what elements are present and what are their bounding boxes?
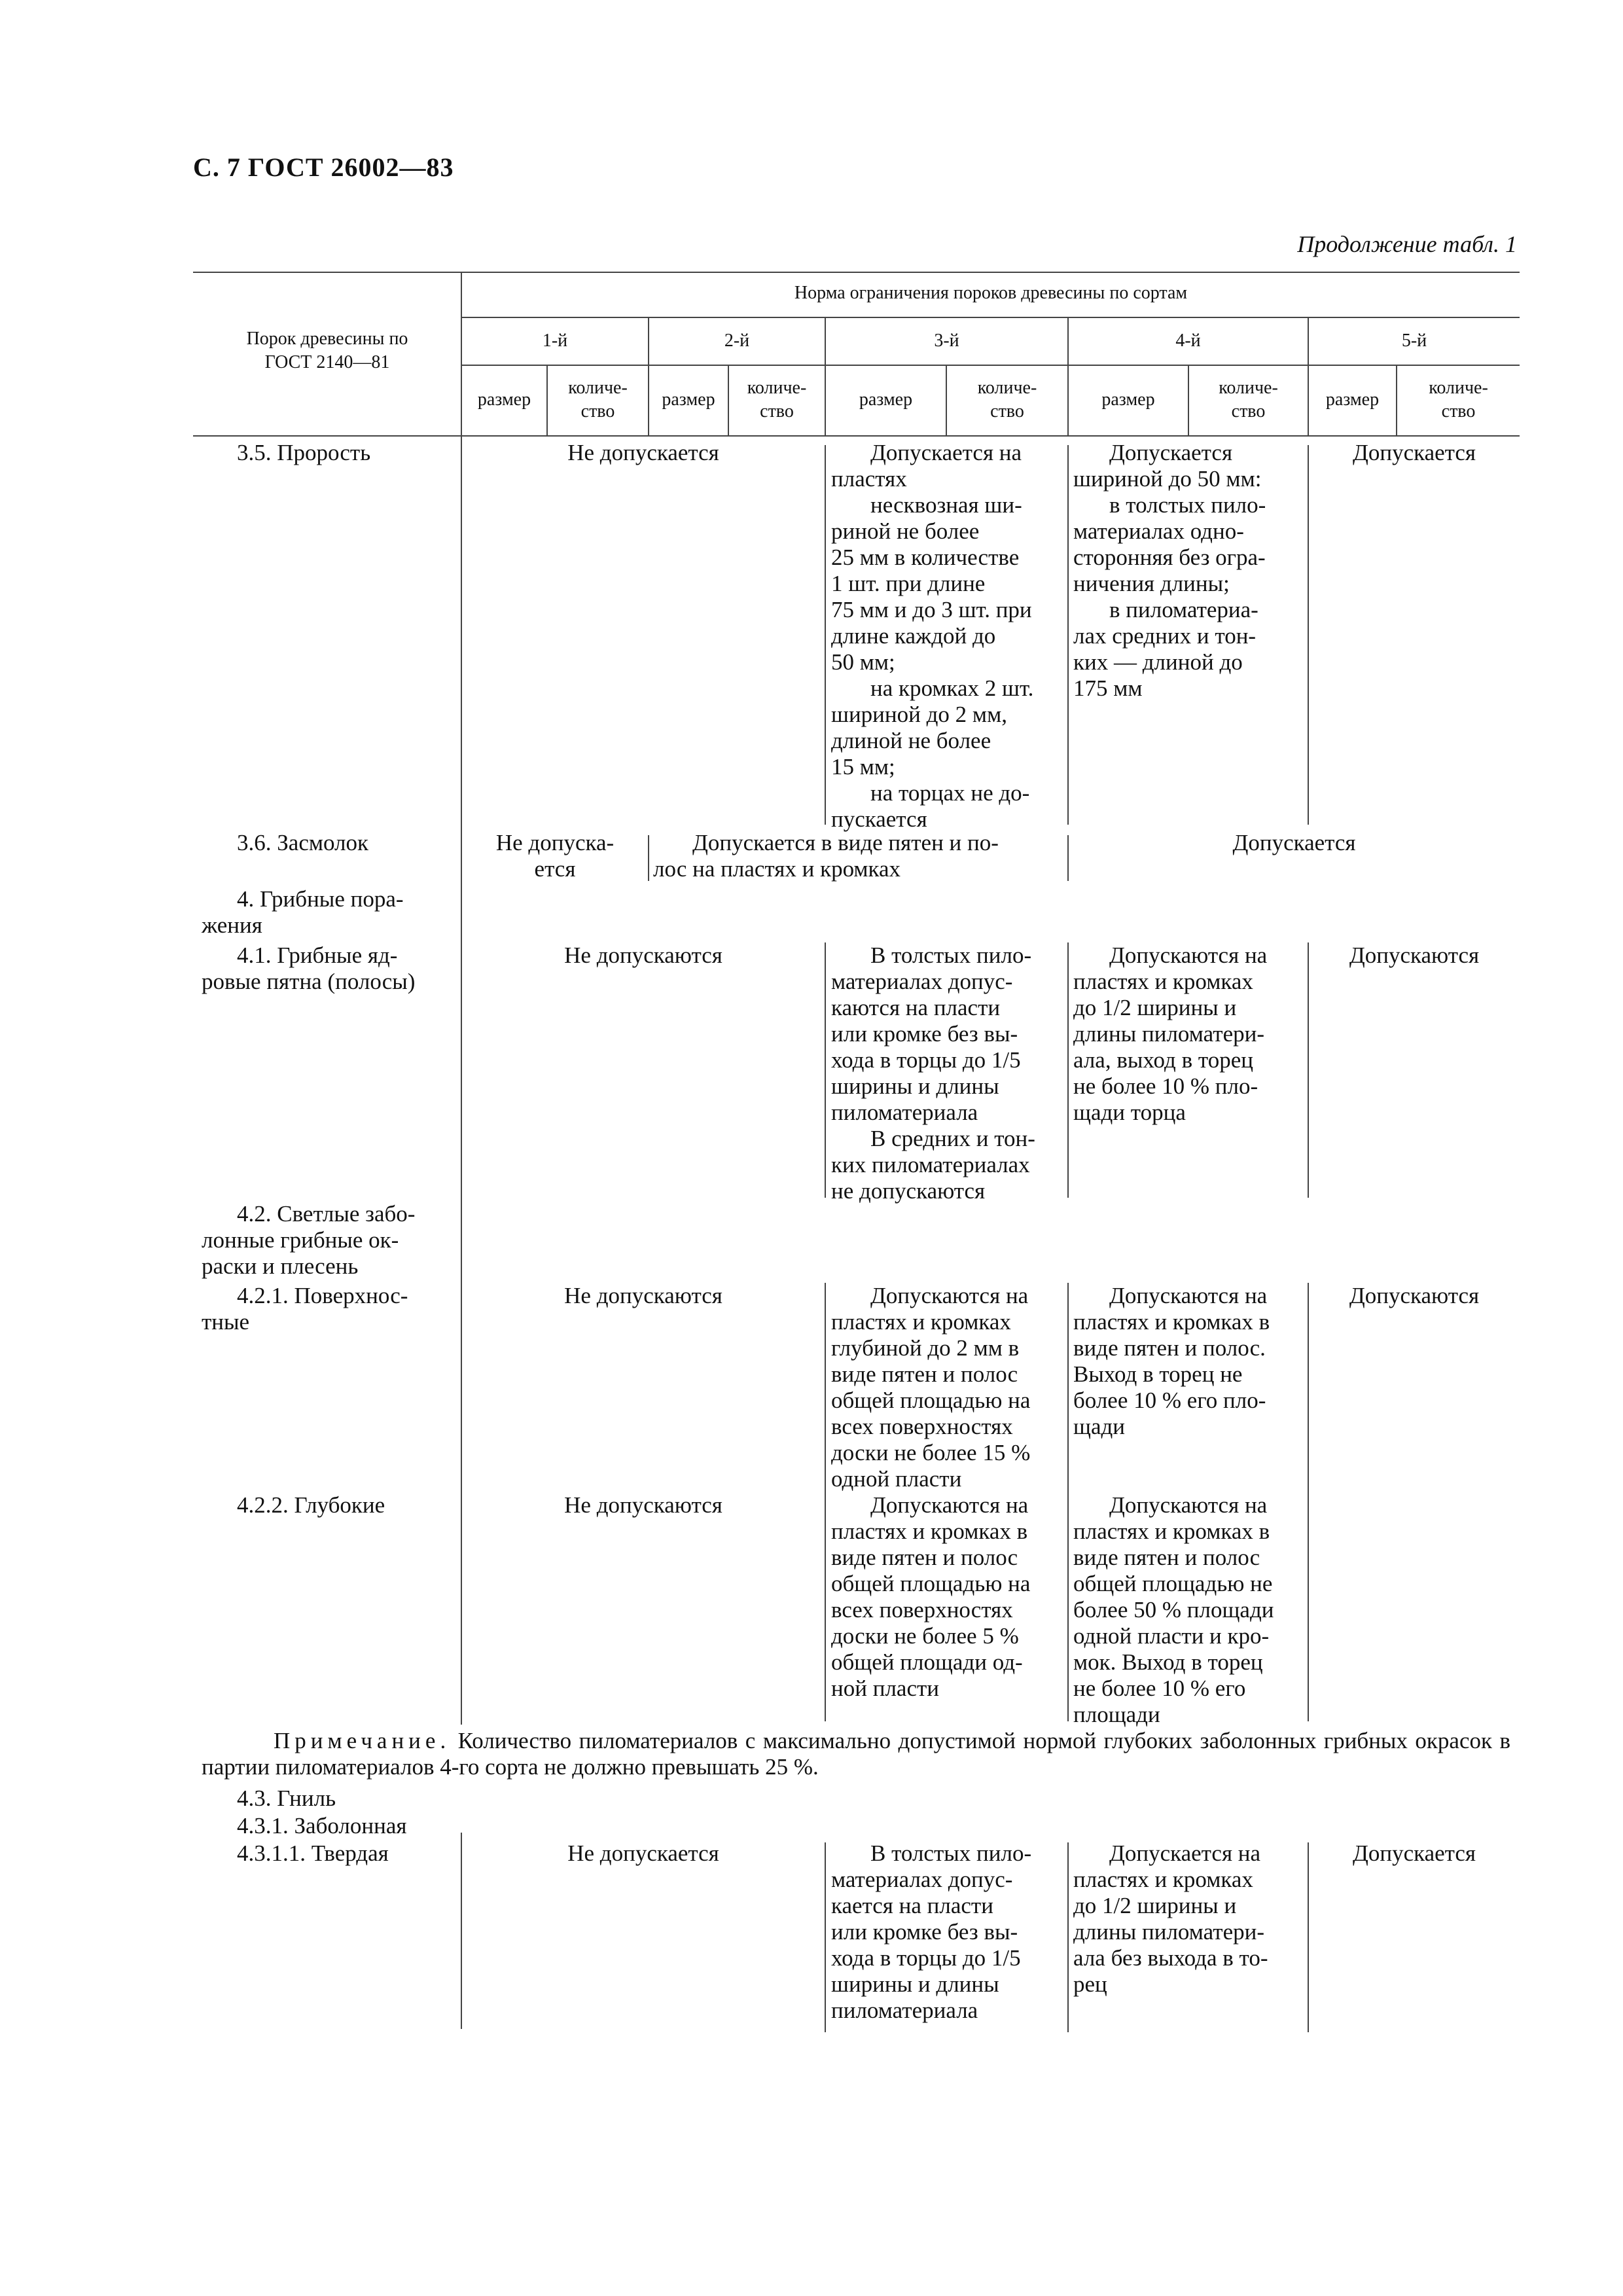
row-4-3-1-1-grade-5: Допускается xyxy=(1352,1840,1476,1866)
text-line: шириной до 50 мм: xyxy=(1073,466,1262,492)
header-rule-1 xyxy=(461,317,1520,318)
defect-column-header-line1: Порок древесины по xyxy=(246,329,408,349)
text-line: общей площадью на xyxy=(831,1388,1031,1413)
row-3-5-grade-4 xyxy=(1073,440,1304,702)
row-3-6-grade-1 xyxy=(462,830,648,882)
row-4-1-grade-5: Допускаются xyxy=(1349,942,1480,968)
text-line: 4.1. Грибные яд- xyxy=(237,942,398,968)
row-4-2-1-grade-4 xyxy=(1073,1283,1304,1440)
text-line: лонные грибные ок- xyxy=(202,1227,399,1253)
text-line: в пиломатериа- xyxy=(1109,597,1258,622)
text-line: Допускаются на xyxy=(1109,1283,1268,1308)
table-top-rule xyxy=(193,272,1520,273)
text-line: Допускается xyxy=(1109,440,1233,465)
text-line: 25 мм в количестве xyxy=(831,545,1020,570)
text-line: материалах одно- xyxy=(1073,518,1244,544)
text-line: 4.2.1. Поверхнос- xyxy=(237,1283,408,1308)
body-divider-g4-a xyxy=(1067,445,1069,825)
text-line: ной пласти xyxy=(831,1676,940,1701)
text-line: В толстых пило- xyxy=(870,1840,1032,1866)
text-line: виде пятен и полос xyxy=(831,1361,1018,1387)
table-continuation-label: Продолжение табл. 1 xyxy=(1297,231,1517,257)
text-line: до 1/2 ширины и xyxy=(1073,995,1237,1020)
body-divider-g3-a xyxy=(825,445,826,825)
qty-label-line1: количе- xyxy=(977,378,1037,398)
text-line: не более 10 % пло- xyxy=(1073,1073,1258,1099)
row-4-3-1-1-grade-4 xyxy=(1073,1840,1304,1998)
text-line: длиной не более xyxy=(831,728,991,753)
note-prefix: Примечание. xyxy=(274,1728,451,1753)
row-4-2-2-grades-1-2: Не допускаются xyxy=(564,1492,722,1518)
g3-qty-header xyxy=(947,376,1067,423)
text-line: или кромке без вы- xyxy=(831,1919,1018,1945)
text-line: лос на пластях и кромках xyxy=(653,856,901,882)
text-line: доски не более 15 % xyxy=(831,1440,1031,1465)
text-line: глубиной до 2 мм в xyxy=(831,1335,1020,1361)
row-4-label xyxy=(202,886,457,939)
text-line: пластях и кромках в xyxy=(1073,1309,1270,1335)
text-line: Допускается на xyxy=(870,440,1022,465)
grade-3-header: 3-й xyxy=(934,331,959,351)
g1-qty-header xyxy=(548,376,648,423)
text-line: площади xyxy=(1073,1702,1160,1727)
text-line: общей площадью на xyxy=(831,1571,1031,1596)
text-line: щади торца xyxy=(1073,1100,1186,1125)
row-4-1-label xyxy=(202,942,457,995)
header-rule-2 xyxy=(461,365,1520,366)
grade-1-header: 1-й xyxy=(542,331,568,351)
text-line: длины пиломатери- xyxy=(1073,1021,1265,1047)
body-divider-g5-c xyxy=(1308,942,1309,1198)
text-line: в толстых пило- xyxy=(1109,492,1266,518)
text-line: Допускаются на xyxy=(870,1492,1029,1518)
text-line: раски и плесень xyxy=(202,1253,359,1279)
text-line: ровые пятна (полосы) xyxy=(202,969,416,994)
text-line: жения xyxy=(202,912,262,938)
text-line: ширины и длины xyxy=(831,1073,999,1099)
text-line: не более 10 % его xyxy=(1073,1676,1246,1701)
grade-5-header: 5-й xyxy=(1401,331,1427,351)
text-line: ется xyxy=(534,856,576,882)
text-line: В толстых пило- xyxy=(870,942,1032,968)
text-line: несквозная ши- xyxy=(870,492,1022,518)
text-line: пластях и кромках в xyxy=(1073,1518,1270,1544)
text-line: 1 шт. при длине xyxy=(831,571,986,596)
text-line: Допускается на xyxy=(1109,1840,1261,1866)
defect-column-header xyxy=(196,327,458,374)
g2-size-header: размер xyxy=(662,389,715,410)
row-3-6-label: 3.6. Засмолок xyxy=(237,830,369,855)
text-line: шириной до 2 мм, xyxy=(831,702,1007,727)
text-line: виде пятен и полос xyxy=(831,1545,1018,1570)
header-bottom-rule xyxy=(193,435,1520,437)
row-4-3-1-1-grades-1-2: Не допускается xyxy=(567,1840,719,1866)
text-line: более 10 % его пло- xyxy=(1073,1388,1266,1413)
qty-label-line2: ство xyxy=(990,401,1024,422)
text-line: сторонняя без огра- xyxy=(1073,545,1266,570)
row-3-5-grades-1-2: Не допускается xyxy=(567,440,719,465)
text-line: ничения длины; xyxy=(1073,571,1230,596)
text-line: ширины и длины xyxy=(831,1971,999,1997)
qty-label-line2: ство xyxy=(1231,401,1266,422)
text-line: 75 мм и до 3 шт. при xyxy=(831,597,1032,622)
text-line: 4. Грибные пора- xyxy=(237,886,404,912)
text-line: материалах допус- xyxy=(831,969,1013,994)
g1-size-header: размер xyxy=(477,389,531,410)
text-line: ких пиломатериалах xyxy=(831,1152,1030,1177)
text-line: 50 мм; xyxy=(831,649,895,675)
grade-4-header: 4-й xyxy=(1175,331,1201,351)
text-line: на торцах не до- xyxy=(870,780,1030,806)
row-4-3-1-label: 4.3.1. Заболонная xyxy=(237,1813,407,1839)
text-line: Допускаются на xyxy=(870,1283,1029,1308)
text-line: не допускаются xyxy=(831,1178,986,1204)
body-divider-g2-b xyxy=(648,835,649,881)
g5-size-header: размер xyxy=(1325,389,1380,410)
text-line: материалах допус- xyxy=(831,1867,1013,1892)
text-line: виде пятен и полос xyxy=(1073,1545,1260,1570)
text-line: общей площадью не xyxy=(1073,1571,1273,1596)
row-3-6-grades-4-5: Допускается xyxy=(1232,830,1356,855)
row-4-3-1-1-grade-3 xyxy=(831,1840,1061,2024)
body-divider-g4-c xyxy=(1067,942,1069,1198)
text-line: кается на пласти xyxy=(831,1893,993,1918)
text-line: пластях xyxy=(831,466,907,492)
body-divider-g4-d xyxy=(1067,1283,1069,1721)
row-4-3-1-1-label: 4.3.1.1. Твердая xyxy=(237,1840,389,1866)
body-divider-g4-e xyxy=(1067,1842,1069,2032)
row-4-2-label xyxy=(202,1201,457,1280)
row-4-2-2-grade-4 xyxy=(1073,1492,1304,1728)
text-line: пиломатериала xyxy=(831,1100,978,1125)
page-title: С. 7 ГОСТ 26002—83 xyxy=(193,152,454,182)
text-line: В средних и тон- xyxy=(870,1126,1035,1151)
text-line: пиломатериала xyxy=(831,1998,978,2023)
body-divider-main-a xyxy=(461,437,462,1725)
row-4-2-1-grade-3 xyxy=(831,1283,1061,1492)
text-line: пластях и кромках xyxy=(1073,969,1253,994)
text-line: Допускается в виде пятен и по- xyxy=(692,830,999,855)
row-4-2-1-grades-1-2: Не допускаются xyxy=(564,1283,722,1308)
row-4-3-label: 4.3. Гниль xyxy=(237,1785,336,1811)
text-line: 15 мм; xyxy=(831,754,895,780)
text-line: тные xyxy=(202,1309,250,1335)
row-4-2-2-label: 4.2.2. Глубокие xyxy=(237,1492,385,1518)
row-4-2-1-label xyxy=(202,1283,457,1335)
text-line: ала, выход в торец xyxy=(1073,1047,1253,1073)
text-line: лах средних и тон- xyxy=(1073,623,1257,649)
row-4-2-1-grade-5: Допускаются xyxy=(1349,1283,1480,1308)
text-line: мок. Выход в торец xyxy=(1073,1649,1263,1675)
g4-size-header: размер xyxy=(1101,389,1155,410)
text-line: хода в торцы до 1/5 xyxy=(831,1945,1021,1971)
row-3-5-label: 3.5. Прорость xyxy=(237,440,371,465)
text-line: всех поверхностях xyxy=(831,1597,1013,1623)
text-line: общей площади од- xyxy=(831,1649,1023,1675)
body-divider-g3-d xyxy=(825,1283,826,1721)
body-divider-g3-c xyxy=(825,942,826,1198)
text-line: каются на пласти xyxy=(831,995,1001,1020)
qty-label-line2: ство xyxy=(580,401,615,422)
body-divider-g5-e xyxy=(1308,1842,1309,2032)
text-line: длине каждой до xyxy=(831,623,996,649)
row-3-5-grade-5: Допускается xyxy=(1352,440,1476,465)
text-line: пускается xyxy=(831,806,927,832)
text-line: 4.2. Светлые забо- xyxy=(237,1201,416,1227)
qty-label-line1: количе- xyxy=(747,378,807,398)
qty-label-line2: ство xyxy=(1441,401,1476,422)
defect-column-header-line2: ГОСТ 2140—81 xyxy=(264,352,390,372)
text-line: пластях и кромках xyxy=(831,1309,1011,1335)
qty-label-line2: ство xyxy=(760,401,794,422)
g3-size-header: размер xyxy=(859,389,913,410)
note-text: Количество пиломатериалов с максимально допустимой нормой глубоких заболонных грибных окрасок в партии пиломатериалов 4-го сорта не должно превышать 25 %. xyxy=(202,1728,1510,1780)
text-line: пластях и кромках в xyxy=(831,1518,1028,1544)
text-line: 175 мм xyxy=(1073,675,1143,701)
text-line: Не допуска- xyxy=(495,830,615,855)
row-4-2-2-grade-3 xyxy=(831,1492,1061,1702)
text-line: щади xyxy=(1073,1414,1126,1439)
text-line: ких — длиной до xyxy=(1073,649,1243,675)
text-line: виде пятен и полос. xyxy=(1073,1335,1266,1361)
body-divider-g5-d xyxy=(1308,1283,1309,1721)
text-line: хода в торцы до 1/5 xyxy=(831,1047,1021,1073)
text-line: Допускаются на xyxy=(1109,1492,1268,1518)
row-3-6-grades-2-3 xyxy=(653,830,1065,882)
qty-label-line1: количе- xyxy=(568,378,628,398)
text-line: длины пиломатери- xyxy=(1073,1919,1265,1945)
text-line: или кромке без вы- xyxy=(831,1021,1018,1047)
qty-label-line1: количе- xyxy=(1219,378,1278,398)
qty-label-line1: количе- xyxy=(1429,378,1488,398)
text-line: на кромках 2 шт. xyxy=(870,675,1034,701)
text-line: одной пласти и кро- xyxy=(1073,1623,1270,1649)
row-3-5-grade-3 xyxy=(831,440,1060,833)
grade-2-header: 2-й xyxy=(724,331,750,351)
row-4-1-grade-4 xyxy=(1073,942,1304,1126)
g5-qty-header xyxy=(1397,376,1520,423)
text-line: более 50 % площади xyxy=(1073,1597,1274,1623)
text-line: Допускаются на xyxy=(1109,942,1268,968)
text-line: рец xyxy=(1073,1971,1107,1997)
row-4-1-grades-1-2: Не допускаются xyxy=(564,942,722,968)
text-line: Выход в торец не xyxy=(1073,1361,1243,1387)
text-line: риной не более xyxy=(831,518,980,544)
text-line: ала без выхода в то- xyxy=(1073,1945,1268,1971)
row-4-1-grade-3 xyxy=(831,942,1061,1204)
text-line: до 1/2 ширины и xyxy=(1073,1893,1237,1918)
text-line: пластях и кромках xyxy=(1073,1867,1253,1892)
text-line: всех поверхностях xyxy=(831,1414,1013,1439)
body-divider-g3-e xyxy=(825,1842,826,2032)
text-line: одной пласти xyxy=(831,1466,962,1492)
text-line: доски не более 5 % xyxy=(831,1623,1019,1649)
body-divider-g5-a xyxy=(1308,445,1309,825)
norm-title-header: Норма ограничения пороков древесины по сортам xyxy=(794,283,1188,303)
table-note xyxy=(202,1728,1510,1780)
g2-qty-header xyxy=(729,376,825,423)
g4-qty-header xyxy=(1189,376,1308,423)
